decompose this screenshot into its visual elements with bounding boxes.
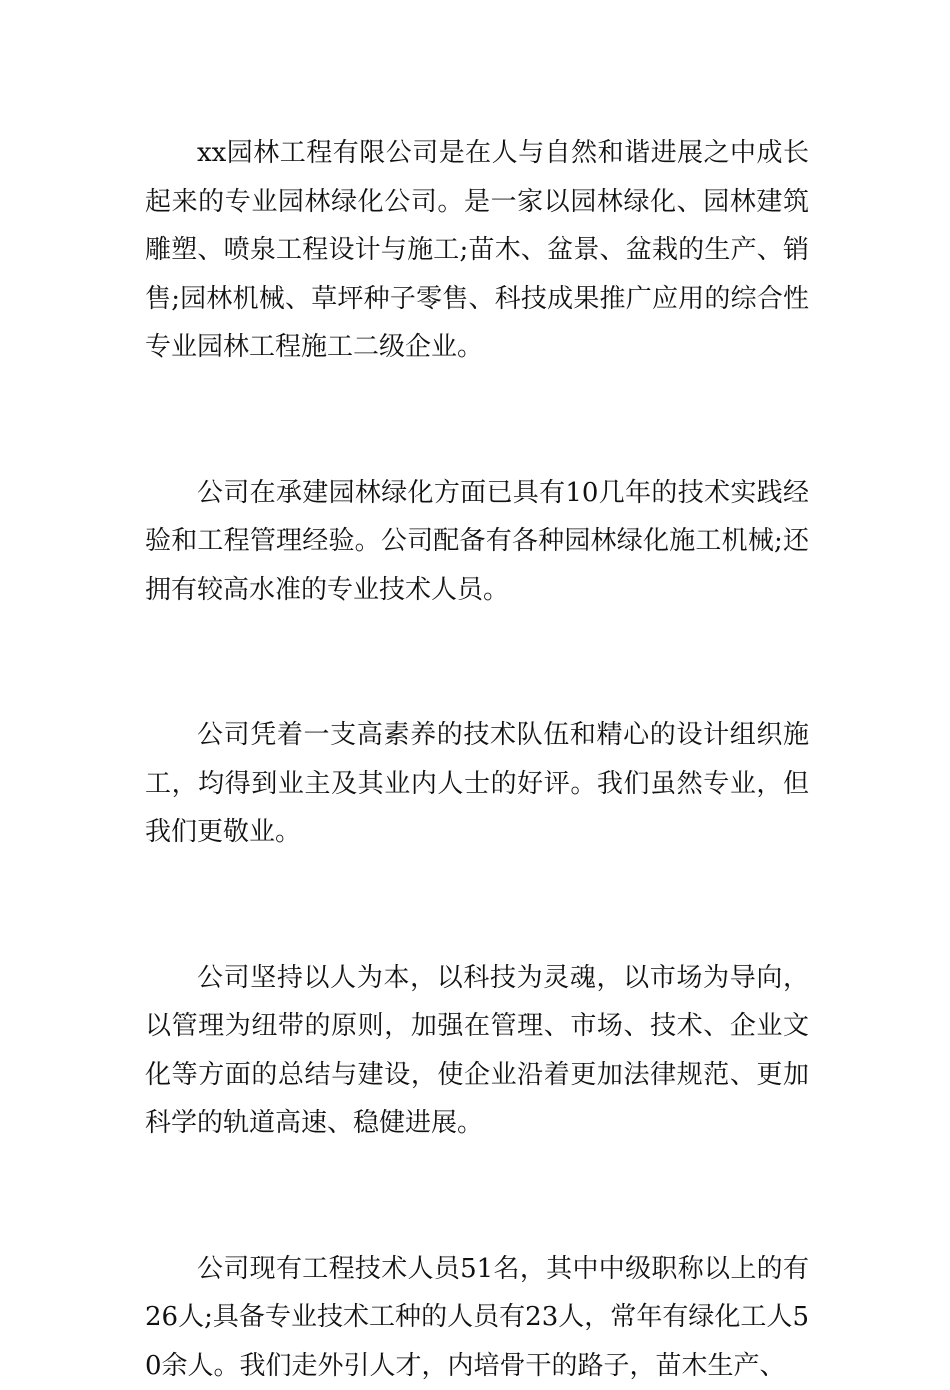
paragraph-experience: 公司在承建园林绿化方面已具有10几年的技术实践经验和工程管理经验。公司配备有各种园林绿化施工机械;还拥有较高水准的专业技术人员。: [145, 469, 809, 615]
paragraph-team: 公司凭着一支高素养的技术队伍和精心的设计组织施工，均得到业主及其业内人士的好评。我们虽然专业，但我们更敬业。: [145, 711, 809, 857]
paragraph-staff: 公司现有工程技术人员51名，其中中级职称以上的有26人;具备专业技术工种的人员有23人，常年有绿化工人50余人。我们走外引人才，内培骨干的路子，苗木生产、: [145, 1245, 809, 1390]
document-body: [145, 129, 809, 1390]
paragraph-principles: 公司坚持以人为本，以科技为灵魂，以市场为导向，以管理为纽带的原则，加强在管理、市场、技术、企业文化等方面的总结与建设，使企业沿着更加法律规范、更加科学的轨道高速、稳健进展。: [145, 954, 809, 1148]
paragraph-company-intro: xx园林工程有限公司是在人与自然和谐进展之中成长起来的专业园林绿化公司。是一家以园林绿化、园林建筑雕塑、喷泉工程设计与施工;苗木、盆景、盆栽的生产、销售;园林机械、草坪种子零售、科技成果推广应用的综合性专业园林工程施工二级企业。: [145, 129, 809, 372]
